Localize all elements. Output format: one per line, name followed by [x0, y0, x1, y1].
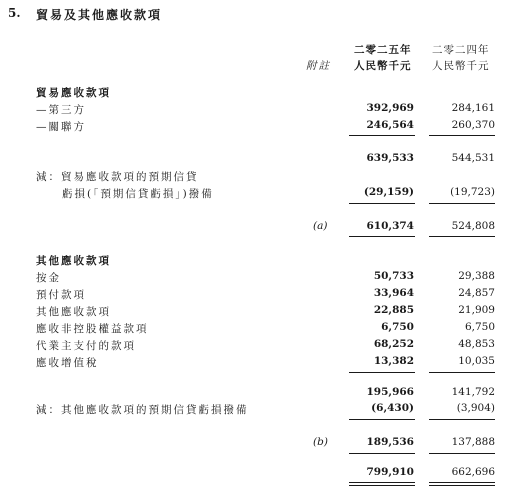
trade-allowance-2025: (29,159) — [363, 186, 414, 198]
other-row-label: 應收非控股權益款項 — [36, 323, 149, 335]
other-subtotal-2025: 195,966 — [366, 386, 414, 398]
trade-row-value-2025: 246,564 — [366, 119, 414, 131]
total-rule — [349, 453, 415, 454]
subtotal-rule — [429, 135, 495, 136]
other-row-value-2024: 10,035 — [458, 355, 495, 367]
trade-allowance-label-line1: 減：貿易應收款項的預期信貸 — [36, 171, 199, 183]
other-allowance-label: 減：其他應收款項的預期信貸虧損撥備 — [36, 404, 249, 416]
subtotal-rule — [429, 372, 495, 373]
trade-total-2024: 524,808 — [451, 220, 495, 232]
total-rule — [349, 236, 415, 237]
trade-row-value-2024: 284,161 — [451, 102, 495, 114]
other-total-2025: 189,536 — [366, 436, 414, 448]
other-row-value-2024: 29,388 — [458, 270, 495, 282]
double-underline-rule — [349, 482, 415, 483]
trade-row-label: —關聯方 — [36, 121, 86, 133]
col1-unit-header: 人民幣千元 — [354, 60, 412, 72]
other-row-label: 按金 — [36, 272, 61, 284]
other-allowance-2024: (3,904) — [456, 402, 495, 414]
other-row-value-2025: 6,750 — [381, 321, 414, 333]
subtotal-rule — [349, 419, 415, 420]
trade-subtotal-2025: 639,533 — [366, 152, 414, 164]
other-receivables-heading: 其他應收款項 — [36, 255, 111, 267]
other-total-2024: 137,888 — [451, 436, 495, 448]
subtotal-rule — [349, 203, 415, 204]
section-number: 5. — [8, 6, 21, 20]
trade-allowance-2024: (19,723) — [450, 186, 495, 198]
other-row-label: 應收增值稅 — [36, 357, 99, 369]
double-underline-rule — [429, 482, 495, 483]
other-row-value-2025: 68,252 — [373, 338, 414, 350]
other-row-value-2025: 50,733 — [373, 270, 414, 282]
section-title: 貿易及其他應收款項 — [36, 8, 163, 22]
subtotal-rule — [349, 135, 415, 136]
note-column-header: 附註 — [306, 60, 331, 72]
trade-row-label: —第三方 — [36, 104, 86, 116]
trade-receivables-heading: 貿易應收款項 — [36, 87, 111, 99]
double-underline-rule — [429, 485, 495, 486]
other-allowance-2025: (6,430) — [371, 402, 414, 414]
other-row-label: 其他應收款項 — [36, 306, 111, 318]
subtotal-rule — [429, 419, 495, 420]
col2-unit-header: 人民幣千元 — [432, 60, 490, 72]
trade-row-value-2025: 392,969 — [366, 102, 414, 114]
total-rule — [429, 453, 495, 454]
other-row-label: 代業主支付的款項 — [36, 340, 136, 352]
other-row-value-2025: 33,964 — [373, 287, 414, 299]
col1-year-header: 二零二五年 — [354, 44, 412, 56]
trade-total-2025: 610,374 — [366, 220, 414, 232]
trade-subtotal-2024: 544,531 — [451, 152, 495, 164]
other-row-value-2024: 21,909 — [458, 304, 495, 316]
note-a: (a) — [313, 220, 328, 232]
grand-total-2024: 662,696 — [451, 466, 495, 478]
grand-total-2025: 799,910 — [366, 466, 414, 478]
note-b: (b) — [313, 436, 328, 448]
subtotal-rule — [429, 203, 495, 204]
trade-row-value-2024: 260,370 — [451, 119, 495, 131]
total-rule — [429, 236, 495, 237]
col2-year-header: 二零二四年 — [432, 44, 490, 56]
other-row-value-2024: 24,857 — [458, 287, 495, 299]
other-row-value-2025: 13,382 — [373, 355, 414, 367]
double-underline-rule — [349, 485, 415, 486]
other-row-label: 預付款項 — [36, 289, 86, 301]
other-row-value-2024: 6,750 — [464, 321, 495, 333]
other-subtotal-2024: 141,792 — [451, 386, 495, 398]
other-row-value-2024: 48,853 — [458, 338, 495, 350]
other-row-value-2025: 22,885 — [373, 304, 414, 316]
trade-allowance-label-line2: 虧損(「預期信貸虧損」)撥備 — [62, 188, 214, 200]
subtotal-rule — [349, 372, 415, 373]
